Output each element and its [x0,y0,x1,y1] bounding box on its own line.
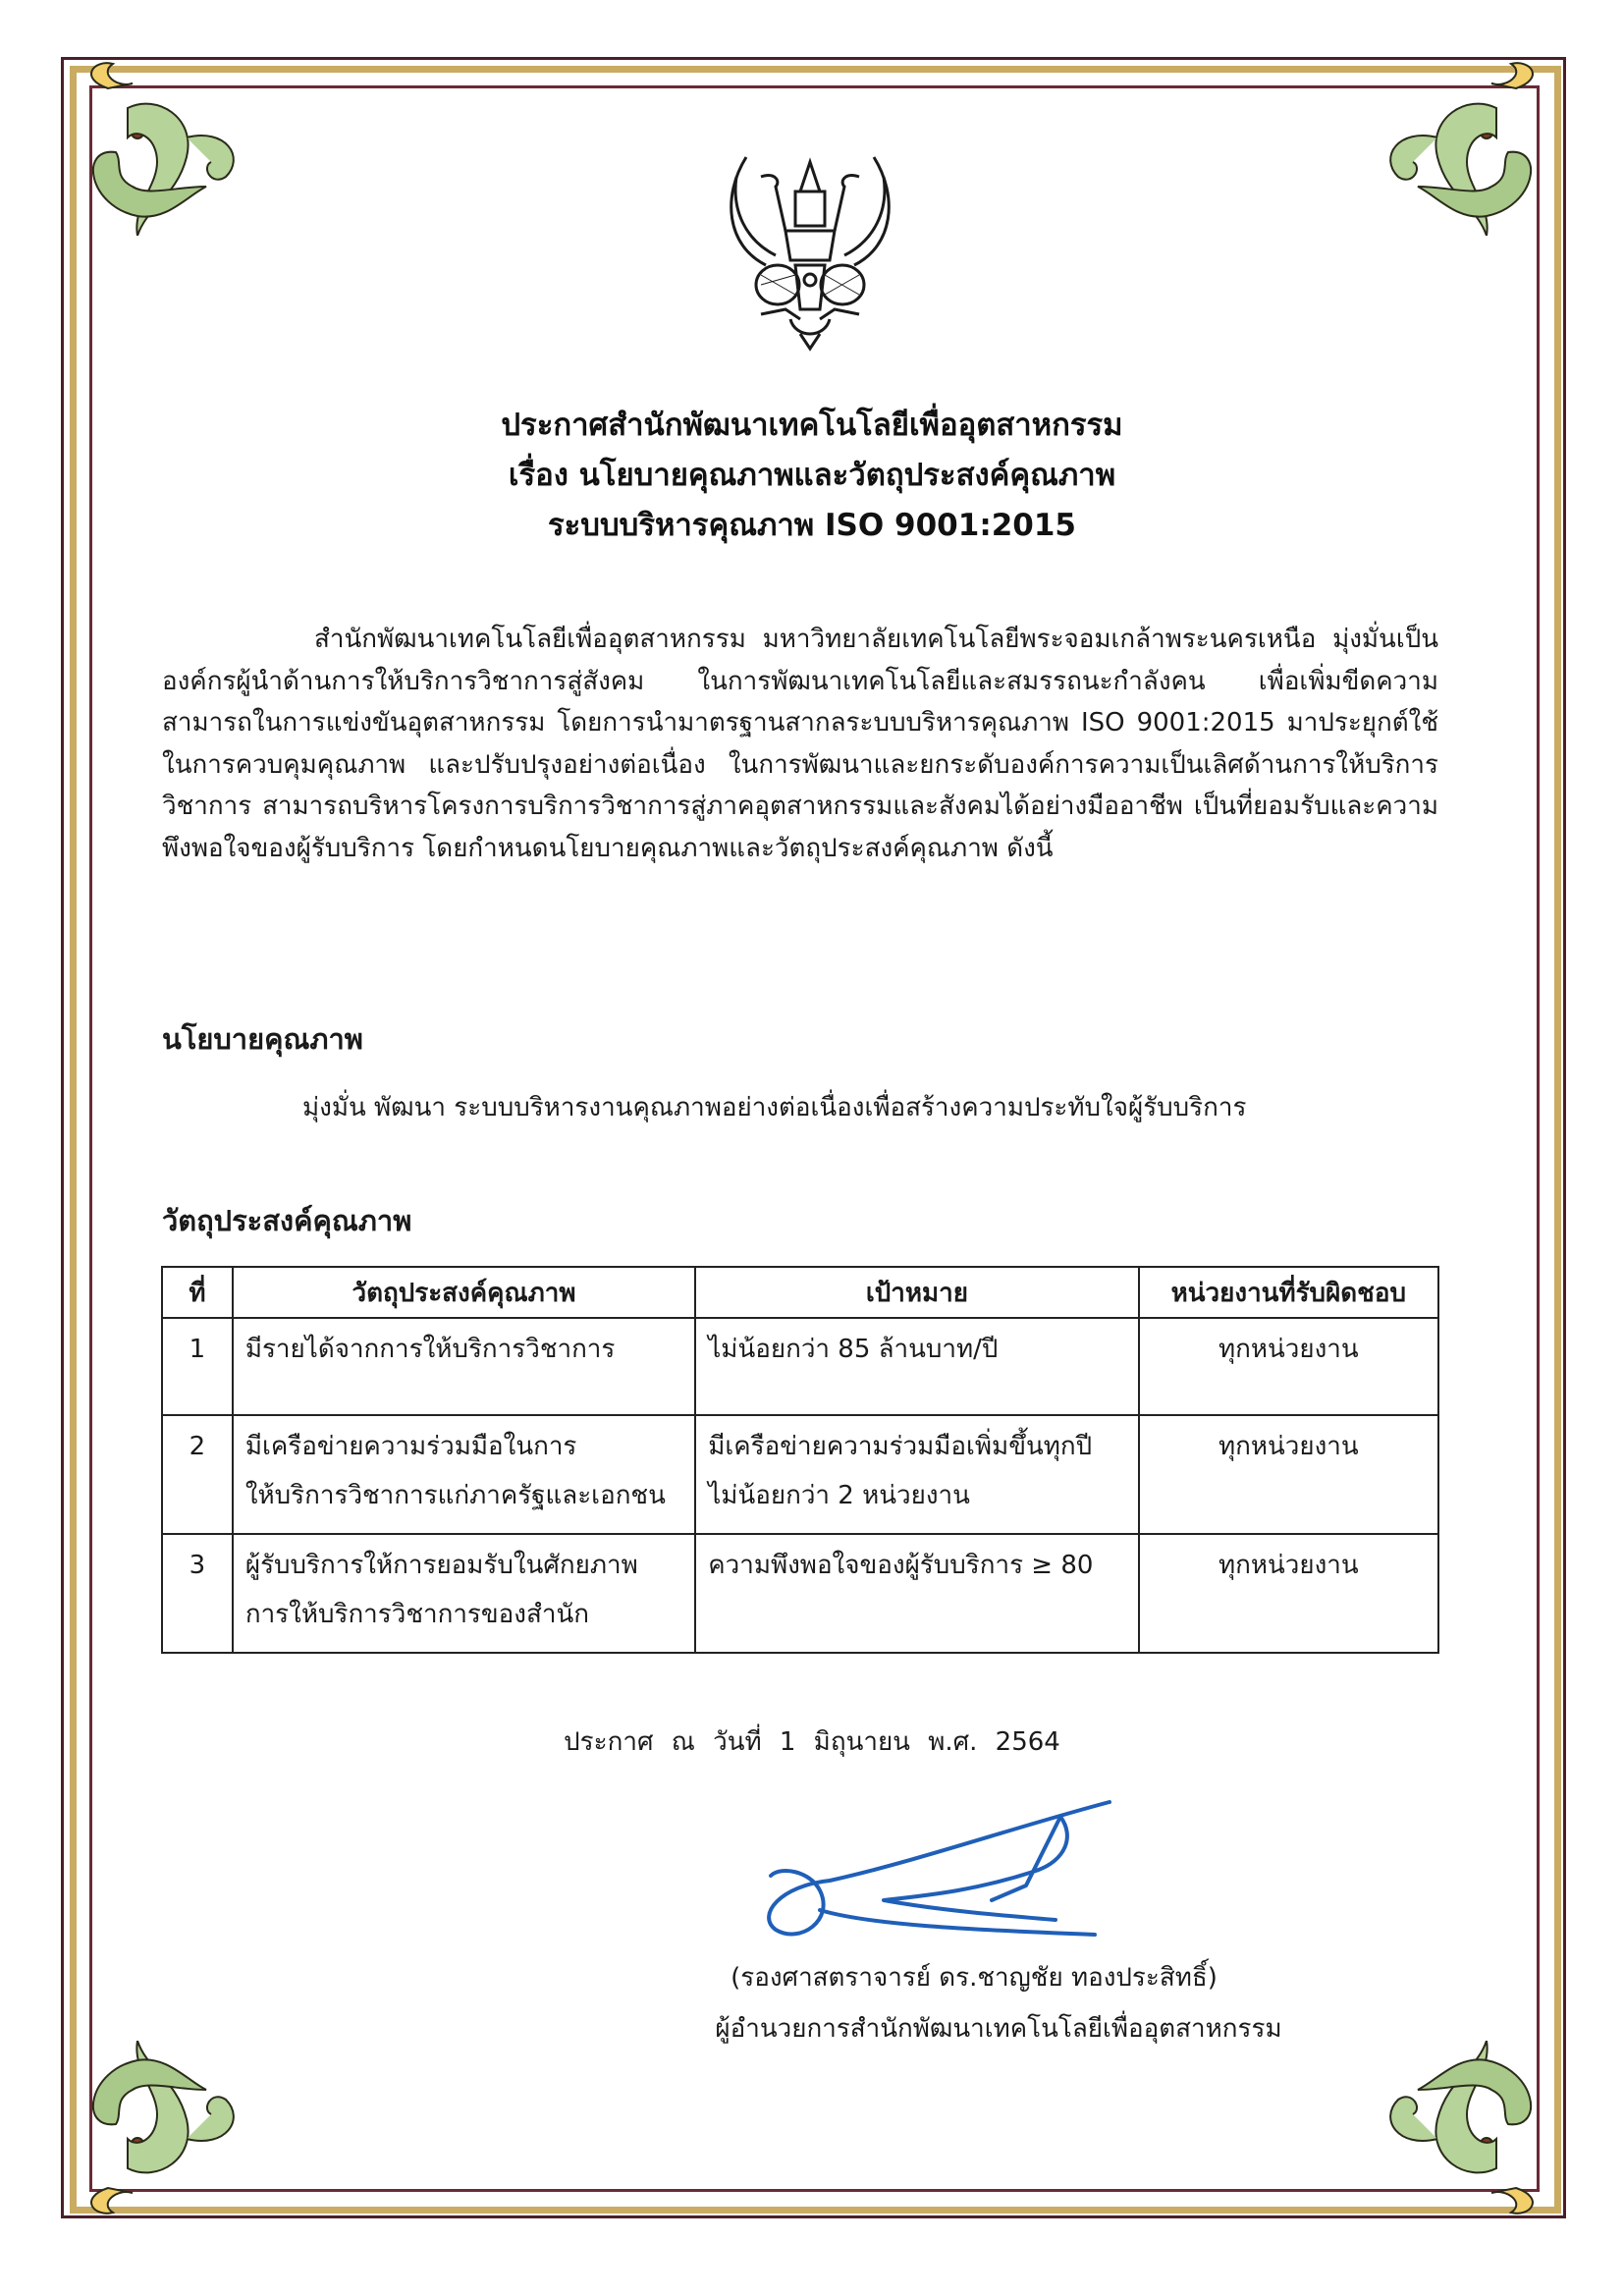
row-number: 3 [162,1534,233,1653]
objective-line: ผู้รับบริการให้การยอมรับในศักยภาพ [244,1551,638,1580]
objectives-table [161,1266,1439,1654]
objective-line: มีเครือข่ายความร่วมมือในการ [244,1432,577,1461]
title-line: ระบบบริหารคุณภาพ ISO 9001:2015 [547,508,1076,543]
title-line: ประกาศสำนักพัฒนาเทคโนโลยีเพื่ออุตสาหกรรม [501,408,1123,443]
column-header-target: เป้าหมาย [695,1267,1138,1318]
responsible-unit-cell: ทุกหน่วยงาน [1139,1534,1438,1653]
intro-paragraph-text: สำนักพัฒนาเทคโนโลยีเพื่ออุตสาหกรรม มหาวิทยาลัยเทคโนโลยีพระจอมเกล้าพระนครเหนือ มุ่งมั่นเป็นองค์กรผู้นำด้านการให้บริการวิชาการสู่สังคม ในการพัฒนาเทคโนโลยีและสมรรถนะกำลังคน เพื่อเพิ่มขีดความสามารถในการแข่งขันอุตสาหกรรม โดยการนำมาตรฐานสากลระบบบริหารคุณภาพ ISO 9001:2015 มาประยุกต์ใช้ในการควบคุมคุณภาพ และปรับปรุงอย่างต่อเนื่อง ในการพัฒนาและยกระดับองค์การความเป็นเลิศด้านการให้บริการวิชาการ สามารถบริหารโครงการบริการวิชาการสู่ภาคอุตสาหกรรมและสังคมได้อย่างมืออาชีพ เป็นที่ยอมรับและความพึงพอใจของผู้รับบริการ โดยกำหนดนโยบายคุณภาพและวัตถุประสงค์คุณภาพ ดังนี้ [162,625,1438,863]
objective-line: การให้บริการวิชาการของสำนัก [244,1600,589,1629]
objective-cell [233,1415,695,1534]
objective-cell [233,1318,695,1415]
document-title [0,401,1624,551]
target-line: ไม่น้อยกว่า 2 หน่วยงาน [708,1481,970,1510]
row-number: 2 [162,1415,233,1534]
target-cell [695,1318,1138,1415]
corner-ornament-icon [39,39,236,236]
announcement-date: ประกาศ ณ วันที่ 1 มิถุนายน พ.ศ. 2564 [564,1727,1060,1757]
intro-paragraph [162,619,1438,869]
column-header-responsible-unit: หน่วยงานที่รับผิดชอบ [1139,1267,1438,1318]
signatory-position: ผู้อำนวยการสำนักพัฒนาเทคโนโลยีเพื่ออุตสาหกรรม [715,2014,1282,2044]
signatory-name: (รองศาสตราจารย์ ดร.ชาญชัย ทองประสิทธิ์) [731,1963,1218,1993]
target-line: ความพึงพอใจของผู้รับบริการ ≥ 80 [708,1551,1094,1580]
row-number: 1 [162,1318,233,1415]
column-header-objective: วัตถุประสงค์คุณภาพ [233,1267,695,1318]
table-header-row [162,1267,1438,1318]
objective-cell [233,1534,695,1653]
objective-line: ให้บริการวิชาการแก่ภาครัฐและเอกชน [244,1481,666,1510]
objectives-heading: วัตถุประสงค์คุณภาพ [162,1204,412,1237]
target-line: มีเครือข่ายความร่วมมือเพิ่มขึ้นทุกปี [708,1432,1093,1461]
table-row [162,1534,1438,1653]
corner-ornament-icon [1388,2041,1585,2237]
target-cell [695,1415,1138,1534]
garuda-emblem-icon [707,137,913,354]
responsible-unit-cell: ทุกหน่วยงาน [1139,1415,1438,1534]
policy-text: มุ่งมั่น พัฒนา ระบบบริหารงานคุณภาพอย่างต่อเนื่องเพื่อสร้างความประทับใจผู้รับบริการ [302,1093,1247,1122]
responsible-unit-cell: ทุกหน่วยงาน [1139,1318,1438,1415]
title-line: เรื่อง นโยบายคุณภาพและวัตถุประสงค์คุณภาพ [508,458,1116,493]
corner-ornament-icon [1388,39,1585,236]
target-line: ไม่น้อยกว่า 85 ล้านบาท/ปี [708,1335,999,1364]
policy-heading: นโยบายคุณภาพ [162,1022,363,1056]
table-row [162,1415,1438,1534]
signature-icon [722,1782,1183,1949]
column-header-no: ที่ [162,1267,233,1318]
table-row [162,1318,1438,1415]
target-cell [695,1534,1138,1653]
corner-ornament-icon [39,2041,236,2237]
objective-line: มีรายได้จากการให้บริการวิชาการ [244,1335,616,1364]
